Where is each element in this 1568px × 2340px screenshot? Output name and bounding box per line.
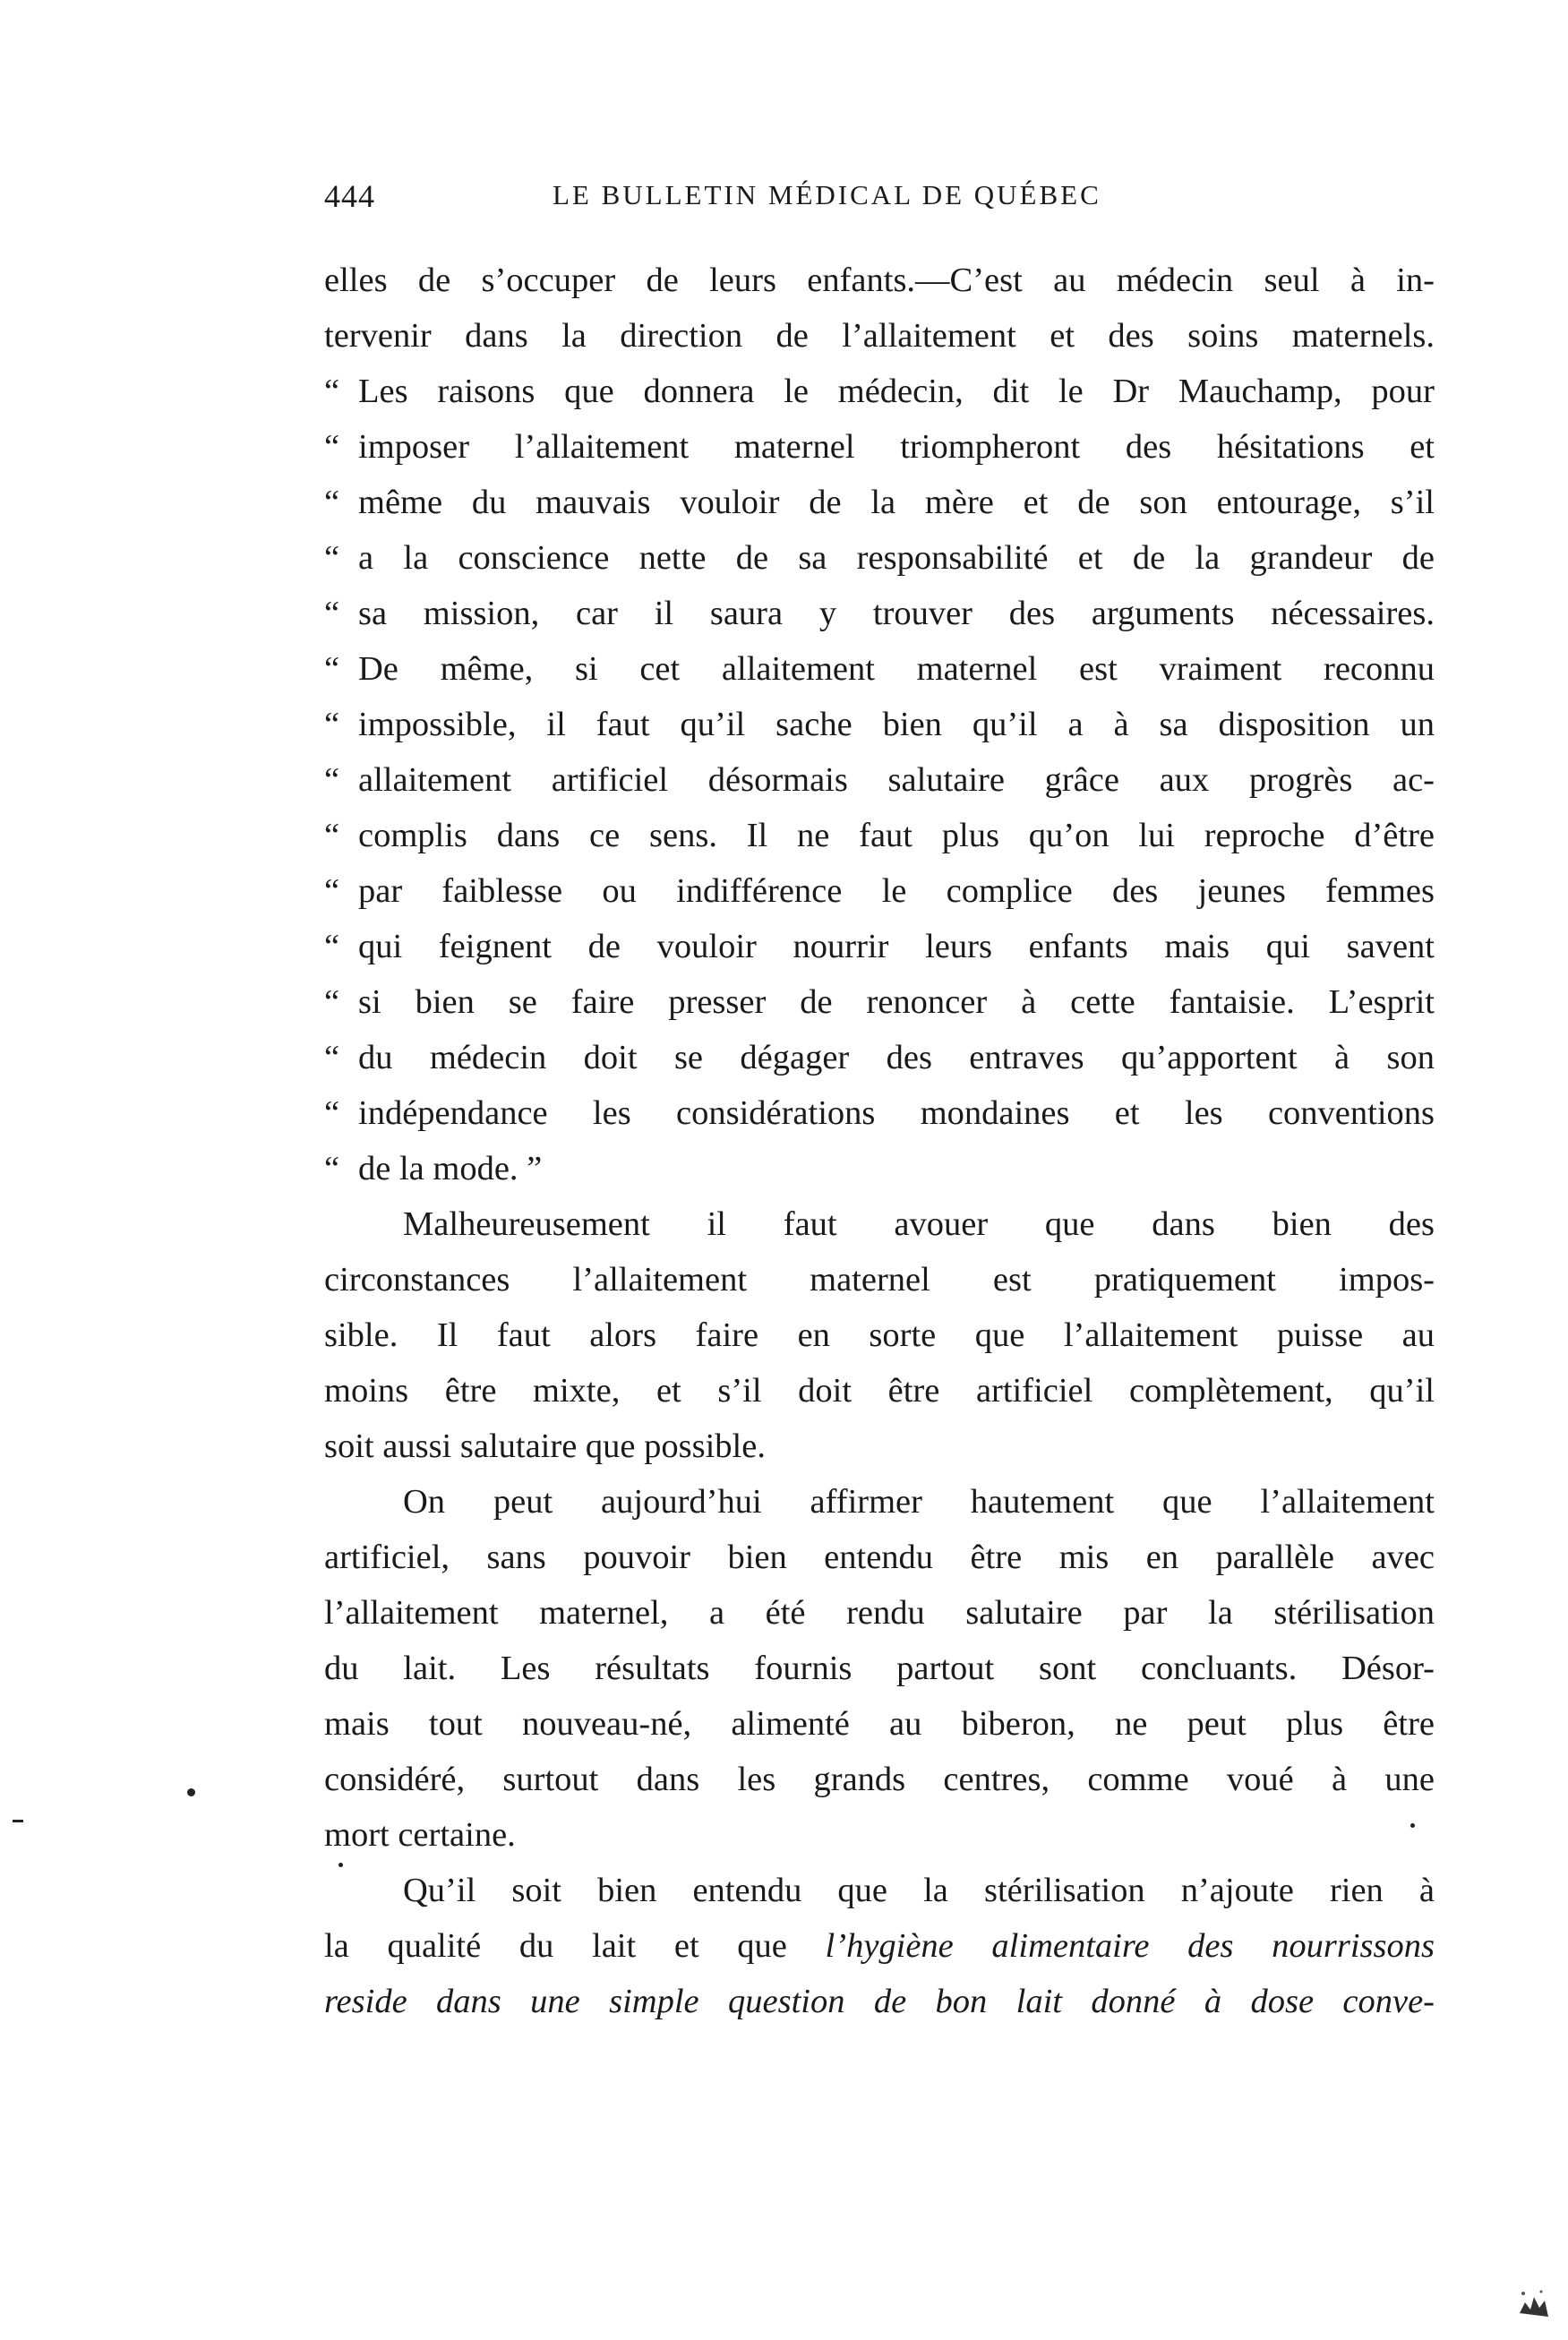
quoted-line [324,974,1435,1030]
margin-dot [187,1788,195,1796]
paragraph-start: Qu’il soit bien entendu que la stérilisation n’ajoute rien à [403,1872,1435,1909]
text-line: considéré, surtout dans les grands centres, comme voué à une [324,1761,1435,1798]
paragraph-start: Malheureusement il faut avouer que dans bien des [403,1205,1435,1243]
quoted-line [324,752,1435,808]
quoted-line [324,808,1435,863]
text-line: par faiblesse ou indifférence le complice des jeunes femmes [358,872,1435,910]
speck [338,1863,343,1867]
quote-mark: “ [324,428,340,466]
text-line: tervenir dans la direction de l’allaitement et des soins maternels. [324,317,1435,355]
quote-mark: “ [324,761,340,799]
running-head [324,177,1435,222]
quote-mark: “ [324,1094,340,1132]
text-segment: la qualité du lait et que [324,1927,787,1965]
text-line: De même, si cet allaitement maternel est vraiment reconnu [358,650,1435,688]
margin-dash [13,1820,23,1822]
text-line: complis dans ce sens. Il ne faut plus qu’on lui reproche d’être [358,817,1435,854]
page-number: 444 [324,178,375,214]
text-line: artificiel, sans pouvoir bien entendu être mis en parallèle avec [324,1539,1435,1576]
text-line: du médecin doit se dégager des entraves qu’apportent à son [358,1039,1435,1076]
text-line: circonstances l’allaitement maternel est pratiquement impos- [324,1261,1435,1299]
text-line: impossible, il faut qu’il sache bien qu’il a à sa disposition un [358,706,1435,743]
text-line: si bien se faire presser de renoncer à cette fantaisie. L’esprit [358,983,1435,1021]
text-line: Les raisons que donnera le médecin, dit le Dr Mauchamp, pour [358,373,1435,410]
text-line: sa mission, car il saura y trouver des arguments nécessaires. [358,595,1435,632]
text-line: l’allaitement maternel, a été rendu salutaire par la stérilisation [324,1594,1435,1632]
quote-mark: “ [324,595,340,632]
italic-phrase: l’hygiène alimentaire des nourrissons [825,1927,1435,1965]
quoted-line [324,586,1435,641]
body-text [324,253,1435,2029]
text-line: sible. Il faut alors faire en sorte que l’allaitement puisse au [324,1316,1435,1354]
quote-mark: “ [324,539,340,577]
quote-mark: “ [324,373,340,410]
quoted-line [324,863,1435,919]
quoted-line [324,1030,1435,1085]
quote-mark: “ [324,983,340,1021]
text-line: a la conscience nette de sa responsabilité et de la grandeur de [358,539,1435,577]
quote-mark: “ [324,650,340,688]
quoted-line [324,530,1435,586]
text-line: qui feignent de vouloir nourrir leurs enfants mais qui savent [358,928,1435,965]
text-line: elles de s’occuper de leurs enfants.—C’est au médecin seul à in- [324,261,1435,299]
text-line: même du mauvais vouloir de la mère et de son entourage, s’il [358,484,1435,521]
text-line: mais tout nouveau-né, alimenté au biberon, ne peut plus être [324,1705,1435,1743]
text-line: imposer l’allaitement maternel triompheront des hésitations et [358,428,1435,466]
scan-artifact-icon [1514,2286,1552,2324]
quoted-line [324,1085,1435,1141]
quoted-line [324,475,1435,530]
text-line: soit aussi salutaire que possible. [324,1427,766,1465]
quoted-line [324,419,1435,475]
quote-mark: “ [324,817,340,854]
quote-mark: “ [324,1150,340,1187]
text-line [324,1918,1435,1974]
text-line: du lait. Les résultats fournis partout sont concluants. Désor- [324,1650,1435,1687]
quote-mark: “ [324,872,340,910]
quote-mark: “ [324,706,340,743]
quote-mark: “ [324,1039,340,1076]
text-line: indépendance les considérations mondaines et les conventions [358,1094,1435,1132]
quoted-line [324,697,1435,752]
paragraph-start: On peut aujourd’hui affirmer hautement que l’allaitement [403,1483,1435,1521]
quoted-line [324,641,1435,697]
text-line: moins être mixte, et s’il doit être artificiel complètement, qu’il [324,1372,1435,1410]
text-line: de la mode. ” [358,1150,543,1187]
quoted-line [324,1141,1435,1196]
quoted-line [324,364,1435,419]
quote-mark: “ [324,484,340,521]
speck [1410,1823,1415,1828]
quoted-line [324,919,1435,974]
text-line: mort certaine. [324,1816,516,1854]
italic-line: reside dans une simple question de bon lait donné à dose conve- [324,1983,1435,2020]
text-line: allaitement artificiel désormais salutaire grâce aux progrès ac- [358,761,1435,799]
quote-mark: “ [324,928,340,965]
journal-title: LE BULLETIN MÉDICAL DE QUÉBEC [553,179,1101,210]
